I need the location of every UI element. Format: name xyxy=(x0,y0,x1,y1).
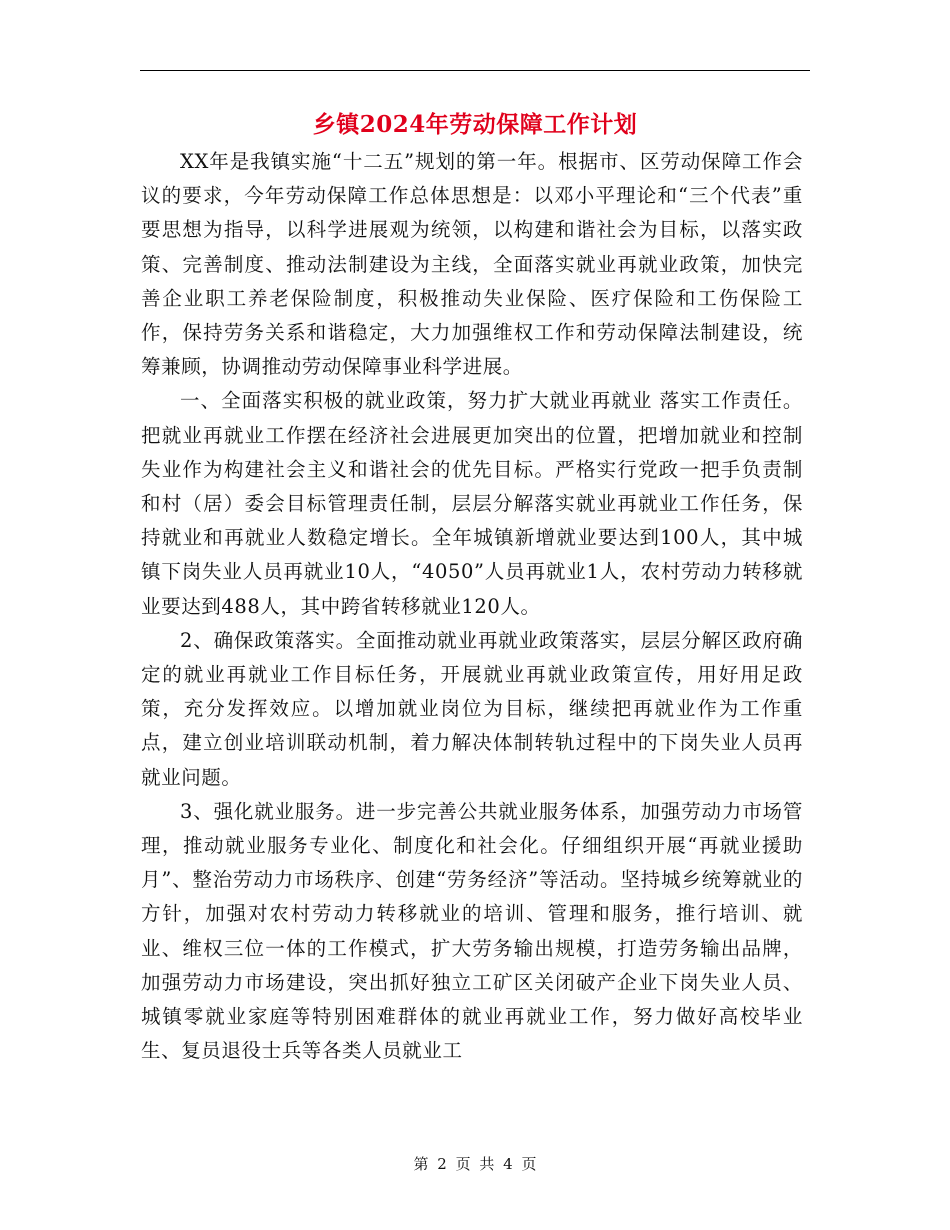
paragraph-intro: XX年是我镇实施“十二五”规划的第一年。根据市、区劳动保障工作会议的要求，今年劳动保障工作总体思想是：以邓小平理论和“三个代表”重要思想为指导，以科学进展观为统领，以构建和谐社会为目标，以落实政策、完善制度、推动法制建设为主线，全面落实就业再就业政策，加快完善企业职工养老保险制度，积极推动失业保险、医疗保险和工伤保险工作，保持劳务关系和谐稳定，大力加强维权工作和劳动保障法制建设，统筹兼顾，协调推动劳动保障事业科学进展。 xyxy=(141,150,803,379)
page-number-footer: 第 2 页 共 4 页 xyxy=(413,1155,537,1173)
header-rule xyxy=(140,70,810,71)
document-body xyxy=(141,145,803,1068)
paragraph-section-3: 3、强化就业服务。进一步完善公共就业服务体系，加强劳动力市场管理，推动就业服务专业化、制度化和社会化。仔细组织开展“再就业援助月”、整治劳动力市场秩序、创建“劳务经济”等活动。坚持城乡统筹就业的方针，加强对农村劳动力转移就业的培训、管理和服务，推行培训、就业、维权三位一体的工作模式，扩大劳务输出规模，打造劳务输出品牌，加强劳动力市场建设，突出抓好独立工矿区关闭破产企业下岗失业人员、城镇零就业家庭等特别困难群体的就业再就业工作，努力做好高校毕业生、复员退役士兵等各类人员就业工 xyxy=(141,799,803,1063)
paragraph-section-2: 2、确保政策落实。全面推动就业再就业政策落实，层层分解区政府确定的就业再就业工作目标任务，开展就业再就业政策宣传，用好用足政策，充分发挥效应。以增加就业岗位为目标，继续把再就业作为工作重点，建立创业培训联动机制，着力解决体制转轨过程中的下岗失业人员再就业问题。 xyxy=(141,628,803,789)
document-title: 乡镇2024年劳动保障工作计划 xyxy=(312,111,638,138)
paragraph-section-1: 一、全面落实积极的就业政策，努力扩大就业再就业 落实工作责任。把就业再就业工作摆在经济社会进展更加突出的位置，把增加就业和控制失业作为构建社会主义和谐社会的优先目标。严格实行党政一把手负责制和村（居）委会目标管理责任制，层层分解落实就业再就业工作任务，保持就业和再就业人数稳定增长。全年城镇新增就业要达到100人，其中城镇下岗失业人员再就业10人，“4050”人员再就业1人，农村劳动力转移就业要达到488人，其中跨省转移就业120人。 xyxy=(141,389,803,618)
